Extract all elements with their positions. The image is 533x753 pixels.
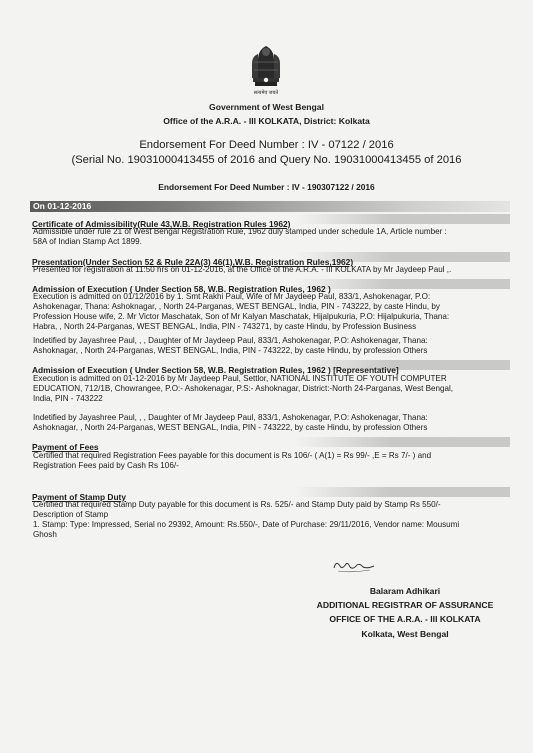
signatory-designation: ADDITIONAL REGISTRAR OF ASSURANCE xyxy=(316,600,494,610)
signatory-office: OFFICE OF THE A.R.A. - III KOLKATA xyxy=(329,614,481,624)
handwritten-signature xyxy=(330,554,380,576)
section-title: Admission of Execution ( Under Section 58, W.B. Registration Rules, 1962 ) xyxy=(32,284,331,294)
section-title: Payment of Fees xyxy=(32,442,99,452)
signatory-name: Balaram Adhikari xyxy=(369,586,441,596)
serial-query-line: (Serial No. 19031000413455 of 2016 and Query No. 19031000413455 of 2016 xyxy=(71,154,462,166)
section-title: Admission of Execution ( Under Section 58, W.B. Registration Rules, 1962 ) [Representative] xyxy=(32,365,399,375)
section-title: Payment of Stamp Duty xyxy=(32,492,127,502)
endorsement-heading: Endorsement For Deed Number : IV - 07122 / 2016 xyxy=(139,139,394,151)
section-body-presentation: Presented for registration at 11:50 hrs on 01-12-2016, at the Office of the A.R.A. - III KOLKATA by Mr Jaydeep Paul ,. xyxy=(33,265,452,274)
government-title: Government of West Bengal xyxy=(209,102,324,112)
date-label: On 01-12-2016 xyxy=(33,201,92,211)
section-heading-stamp-duty xyxy=(32,487,510,502)
state-emblem-icon xyxy=(238,38,294,96)
section-title: Certificate of Admissibility(Rule 43,W.B. Registration Rules 1962) xyxy=(32,219,291,229)
emblem-caption: सत्यमेव जयते xyxy=(253,90,279,96)
office-title: Office of the A.R.A. - III KOLKATA, District: Kolkata xyxy=(163,116,370,126)
section-body-payment-fees: Certified that required Registration Fees payable for this document is Rs 106/- ( A(1) = Rs 99/- ,E = Rs 7/- ) and Registration Fees paid by Cash Rs 106/- xyxy=(33,451,432,470)
section-heading-admissibility xyxy=(32,214,510,229)
endorsement-bold-heading: Endorsement For Deed Number : IV - 190307122 / 2016 xyxy=(158,182,375,192)
section-body-admission-representative: Execution is admitted on 01-12-2016 by Mr Jaydeep Paul, Settlor, NATIONAL INSTITUTE OF YOUTH COMPUTER EDUCATION, 712/1B, Chowrangee, P.O:- Ashokenagar, P.S:- Ashoknagar, District:-North 24-Parganas, West Bengal, India, PIN - 743222 xyxy=(33,374,454,403)
signatory-place: Kolkata, West Bengal xyxy=(361,629,449,639)
section-identified-admission-execution: Indetified by Jayashree Paul, , , Daughter of Mr Jaydeep Paul, 833/1, Ashokenagar, P.O: Ashokenagar, Thana: Ashoknagar, , North 24-Parganas, WEST BENGAL, India, PIN - 743222, by caste Hindu, by profession Others xyxy=(33,336,428,355)
section-heading-admission-representative xyxy=(32,360,510,375)
section-title: Presentation(Under Section 52 & Rule 22A(3) 46(1),W.B. Registration Rules,1962) xyxy=(32,257,354,267)
section-body-admissibility: Admissible under rule 21 of West Bengal Registration Rule, 1962 duly stamped under schedule 1A, Article number : 58A of Indian Stamp Act 1899. xyxy=(33,227,447,246)
section-heading-admission-execution xyxy=(32,279,510,294)
section-heading-presentation xyxy=(32,252,510,267)
section-body-admission-execution: Execution is admitted on 01/12/2016 by 1. Smt Rakhi Paul, Wife of Mr Jaydeep Paul, 833/1, Ashokenagar, P.O: Ashokenagar, Thana: Ashoknagar, , North 24-Parganas, WEST BENGAL, India, PIN - 743222, by caste Hindu, by Profession House wife, 2. Mr Victor Maschatak, Son of Mr Kalyan Maschatak, Hijalpukuria, P.O: Hijalpukuria, Thana: Habra, , North 24-Parganas, WEST BENGAL, India, PIN - 743271, by caste Hindu, by Profession Business xyxy=(33,292,450,331)
section-body-stamp-duty: Certified that required Stamp Duty payable for this document is Rs. 525/- and Stamp Duty paid by Stamp Rs 550/- Description of Stamp 1. Stamp: Type: Impressed, Serial no 29392, Amount: Rs.550/-, Date of Purchase: 29/11/2016, Vendor name: Mousumi Ghosh xyxy=(33,500,460,539)
section-identified-admission-representative: Indetified by Jayashree Paul, , , Daughter of Mr Jaydeep Paul, 833/1, Ashokenagar, P.O: Ashokenagar, Thana: Ashoknagar, , North 24-Parganas, WEST BENGAL, India, PIN - 743222, by caste Hindu, by profession Others xyxy=(33,413,428,432)
date-bar xyxy=(30,201,510,212)
section-heading-payment-fees xyxy=(32,437,510,452)
